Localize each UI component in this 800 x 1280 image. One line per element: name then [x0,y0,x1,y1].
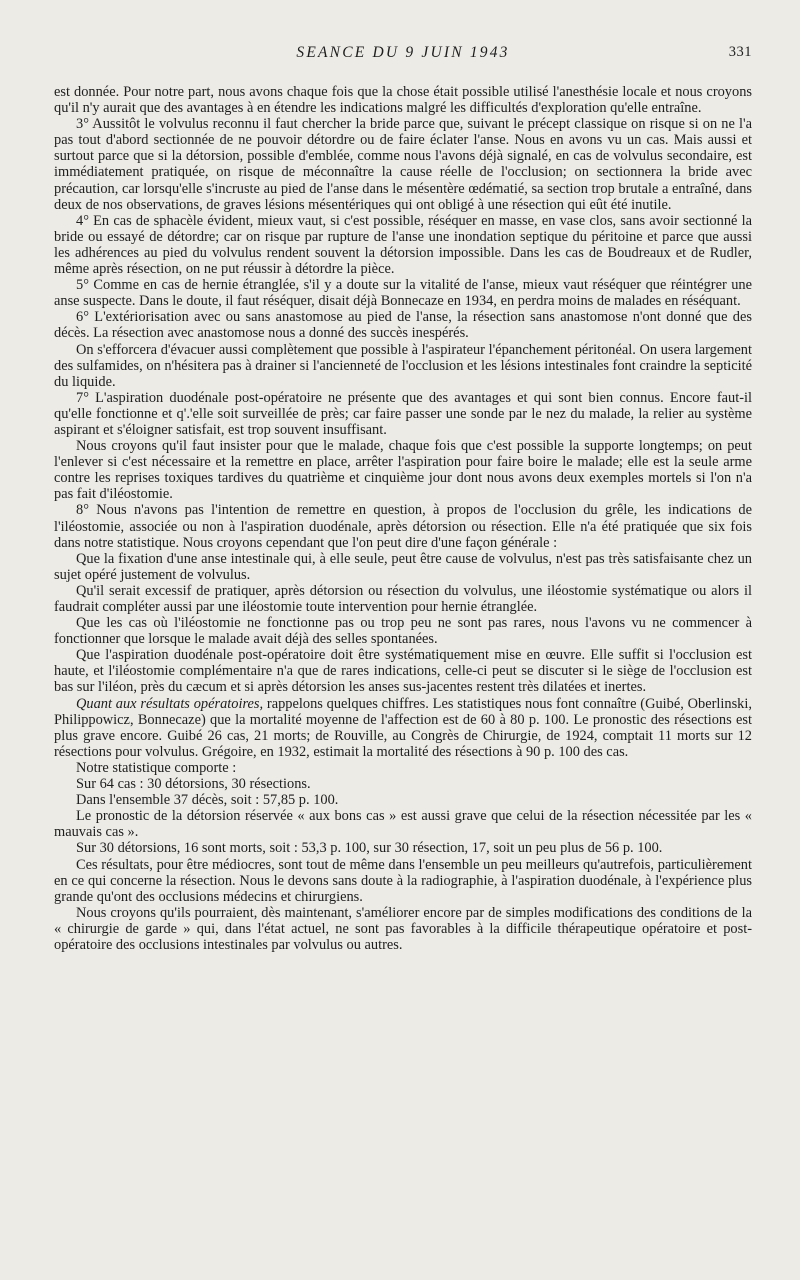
paragraph [54,696,752,760]
paragraph [54,502,752,550]
paragraph-text: Nous croyons qu'il faut insister pour que le malade, chaque fois que c'est possible la supporte longtemps; on peut l'enlever si c'est nécessaire et la remettre en place, arrêter l'aspiration pour faire boire le malade; elle est la seule arme contre les reprises toxiques tardives du quatrième et cinquième jour dont nous avons deux exemples mortels si l'on n'a pas fait d'iléostomie. [54,438,752,503]
paragraph [54,309,752,341]
paragraph [54,342,752,390]
paragraph-text: Sur 64 cas : 30 détorsions, 30 résections. [76,776,311,793]
paragraph [54,583,752,615]
paragraph-text: 7° L'aspiration duodénale post-opératoire ne présente que des avantages et qui sont bien connus. Encore faut-il qu'elle fonctionne et q'.'elle soit surveillée de près; car faire passer une sonde par le nez du malade, la relier au système aspirant et s'éloigner satisfait, est trop souvent insuffisant. [54,389,752,438]
paragraph-text: Que l'aspiration duodénale post-opératoire doit être systématiquement mise en œuvre. Elle suffit si l'occlusion est haute, et l'iléostomie complémentaire n'a que de rares indications, celle-ci peut se discuter si le siège de l'occlusion est bas sur l'iléon, près du cæcum et si après détorsion les anses sus-jacentes restent très dilatées et inertes. [54,647,752,696]
paragraph-text: 8° Nous n'avons pas l'intention de remettre en question, à propos de l'occlusion du grêle, les indications de l'iléostomie, associée ou non à l'aspiration duodénale, après détorsion ou résection. Elle n'a été pratiquée que six fois dans notre statistique. Nous croyons cependant que l'on peut dire d'une façon générale : [54,502,752,551]
paragraph-text: Le pronostic de la détorsion réservée « aux bons cas » est aussi grave que celui de la résection nécessitée par les « mauvais cas ». [54,808,752,841]
paragraph [54,84,752,116]
paragraph [54,277,752,309]
page-header [54,44,752,66]
paragraph-text: Que les cas où l'iléostomie ne fonctionne pas ou trop peu ne sont pas rares, nous l'avons vu ne commencer à fonctionner que lorsque le malade avait déjà des selles spontanées. [54,615,752,648]
paragraph [54,116,752,213]
paragraph [54,857,752,905]
paragraph-text: Sur 30 détorsions, 16 sont morts, soit : 53,3 p. 100, sur 30 résection, 17, soit un peu plus de 56 p. 100. [76,840,663,857]
paragraph-italic-lead: Quant aux résultats opératoires, [76,695,264,712]
paragraph [54,551,752,583]
paragraph [54,760,752,776]
paragraph-text: Ces résultats, pour être médiocres, sont tout de même dans l'ensemble un peu meilleurs qu'autrefois, particulièrement en ce qui concerne la résection. Nous le devons sans doute à la radiographie, à l'aspiration duodénale, à l'expérience plus grande qu'ont des occlusions médecins et chirurgiens. [54,856,752,905]
paragraph [54,808,752,840]
paragraph-text: On s'efforcera d'évacuer aussi complètement que possible à l'aspirateur l'épanchement péritonéal. On usera largement des sulfamides, on n'hésitera pas à drainer si l'ancienneté de l'occlusion et les lésions intestinales font craindre la septicité du liquide. [54,341,752,390]
paragraph [54,615,752,647]
paragraph [54,840,752,856]
running-title: SEANCE DU 9 JUIN 1943 [296,44,510,61]
paragraph-text: Qu'il serait excessif de pratiquer, après détorsion ou résection du volvulus, une iléostomie systématique ou alors il faudrait compléter aussi par une iléostomie toute intervention pour hernie étranglée. [54,582,752,615]
paragraph-text: rappelons quelques chiffres. Les statistiques nous font connaître (Guibé, Oberlinski, Philippowicz, Bonnecaze) que la mortalité moyenne de l'affection est de 60 à 80 p. 100. Le pronostic des résections est plus grave encore. Guibé 26 cas, 21 morts; de Rouville, au Congrès de Chirurgie, de 1924, comptait 11 morts sur 12 résections pour volvulus. Grégoire, en 1932, estimait la mortalité des résections à 90 p. 100 des cas. [54,695,752,760]
page-number: 331 [728,44,752,60]
paragraph-text: Nous croyons qu'ils pourraient, dès maintenant, s'améliorer encore par de simples modifications des conditions de la « chirurgie de garde » qui, dans l'état actuel, ne sont pas favorables à la difficile thérapeutique opératoire et post-opératoire des occlusions intestinales par volvulus ou autres. [54,904,752,953]
paragraph [54,438,752,502]
paragraph-text: Dans l'ensemble 37 décès, soit : 57,85 p. 100. [76,792,339,809]
paragraph [54,905,752,953]
paragraph-text: Que la fixation d'une anse intestinale qui, à elle seule, peut être cause de volvulus, n'est pas très satisfaisante chez un sujet opéré justement de volvulus. [54,550,752,583]
paragraph [54,776,752,792]
paragraph [54,213,752,277]
paragraph [54,390,752,438]
paragraph-text: est donnée. Pour notre part, nous avons chaque fois que la chose était possible utilisé l'anesthésie locale et nous croyons qu'il n'y aurait que des avantages à en étendre les indications malgré les difficultés d'exploration qu'elle entraîne. [54,84,752,117]
paragraph-text: 4° En cas de sphacèle évident, mieux vaut, si c'est possible, réséquer en masse, en vase clos, sans avoir sectionné la bride ou essayé de détordre; car on risque par rupture de l'anse une inondation septique du péritoine et parce que aussi les adhérences au pied du volvulus rendent souvent la détorsion impossible. Dans les cas de Boudreaux et de Rudler, même après résection, on ne put réussir à détordre la pièce. [54,212,752,278]
body-text [54,84,752,953]
paragraph [54,647,752,695]
paragraph-text: 5° Comme en cas de hernie étranglée, s'il y a doute sur la vitalité de l'anse, mieux vaut réséquer que réintégrer une anse suspecte. Dans le doute, il faut réséquer, disait déjà Bonnecaze en 1934, en perdra moins de malades en réséquant. [54,277,752,310]
paragraph-text: 3° Aussitôt le volvulus reconnu il faut chercher la bride parce que, suivant le précept classique on risque si on ne l'a pas tout d'abord sectionnée de ne pouvoir détordre ou de faire éclater l'anse. Nous en avons vu un cas. Mais aussi et surtout parce que si la détorsion, possible d'emblée, comme nous l'avons déjà signalé, en cas de volvulus secondaire, est immédiatement pratiquée, on risque de méconnaître la cause réelle de l'occlusion; on sectionnera la bride avec précaution, car lorsqu'elle s'incruste au pied de l'anse dans le mésentère œdématié, sa section trop brutale a entraîné, dans deux de nos observations, de graves lésions mésentériques qui ont obligé à une résection qui eût été inutile. [54,116,752,213]
paragraph [54,792,752,808]
paragraph-text: 6° L'extériorisation avec ou sans anastomose au pied de l'anse, la résection sans anastomose n'ont donné que des décès. La résection avec anastomose nous a donné des succès inespérés. [54,309,752,342]
paragraph-text: Notre statistique comporte : [76,759,237,776]
